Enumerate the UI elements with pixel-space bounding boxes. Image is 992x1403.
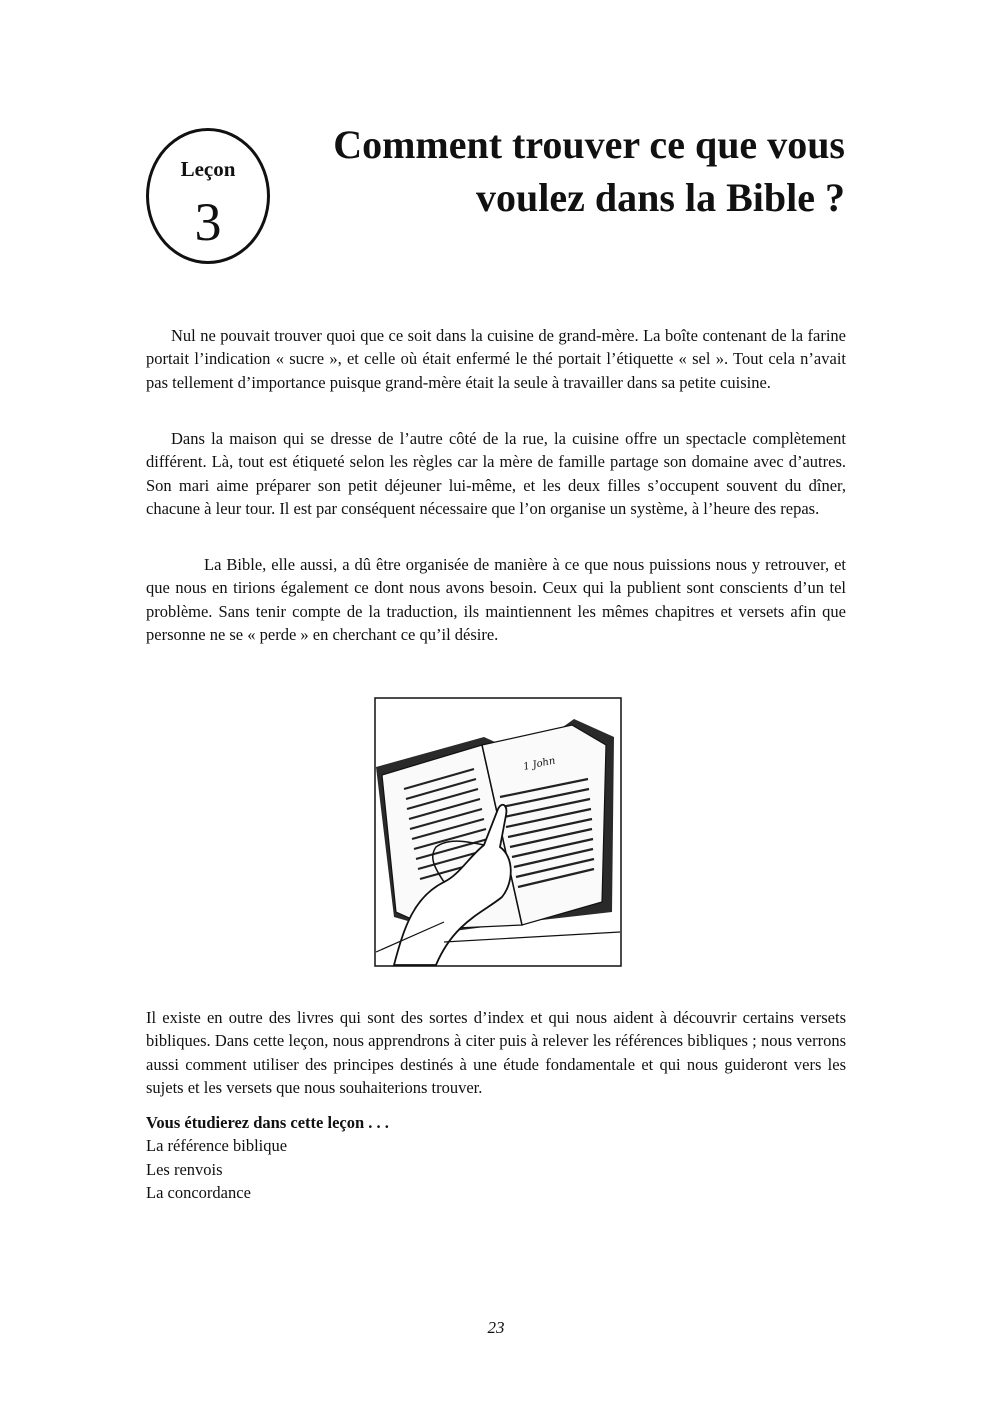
page-title [285, 118, 845, 224]
paragraph-2: Dans la maison qui se dresse de l’autre côté de la rue, la cuisine offre un spectacle complètement différent. Là, tout est étiqueté selon les règles car la mère de famille partage son domaine avec d’autres. Son mari aime préparer son petit déjeuner lui-même, et les deux filles s’occupent souvent du dîner, chacune à leur tour. Il est par conséquent nécessaire que l’on organise un système, à l’heure des repas. [146, 429, 846, 518]
illustration-page-heading: 1 John [522, 755, 557, 773]
study-heading: Vous étudierez dans cette leçon . . . [146, 1113, 389, 1132]
paragraph-3: La Bible, elle aussi, a dû être organisée de manière à ce que nous puissions nous y retrouver, et que nous en tirions également ce dont nous avons besoin. Ceux qui la publient sont conscients d’un tel problème. Sans tenir compte de la traduction, ils maintiennent les mêmes chapitres et versets afin que personne ne se « perde » en cherchant ce qu’il désire. [146, 555, 846, 644]
title-line-1: Comment trouver ce que vous [333, 122, 845, 167]
paragraph-1: Nul ne pouvait trouver quoi que ce soit dans la cuisine de grand-mère. La boîte contenant de la farine portait l’indication « sucre », et celle où était enfermé le thé portait l’étiquette « sel ». Tout cela n’avait pas tellement d’importance puisque grand-mère était la seule à travailler dans sa petite cuisine. [146, 326, 846, 392]
lesson-label: Leçon [180, 157, 236, 181]
title-line-2: voulez dans la Bible ? [476, 175, 845, 220]
study-section [146, 1111, 389, 1204]
open-bible-illustration [374, 697, 622, 967]
lesson-number: 3 [194, 192, 222, 252]
study-item: La référence biblique [146, 1136, 288, 1156]
paragraph-4: Il existe en outre des livres qui sont des sortes d’index et qui nous aident à découvrir certains versets bibliques. Dans cette leçon, nous apprendrons à citer puis à relever les références bibliques ; nous verrons aussi comment utiliser des principes destinés à une étude fondamentale et qui nous guideront vers les sujets et les versets que nous souhaiterions trouver. [146, 1008, 846, 1097]
study-item: Les renvois [146, 1159, 223, 1179]
study-item: La concordance [146, 1182, 251, 1202]
page-number: 23 [487, 1318, 505, 1337]
lesson-badge [146, 128, 270, 264]
